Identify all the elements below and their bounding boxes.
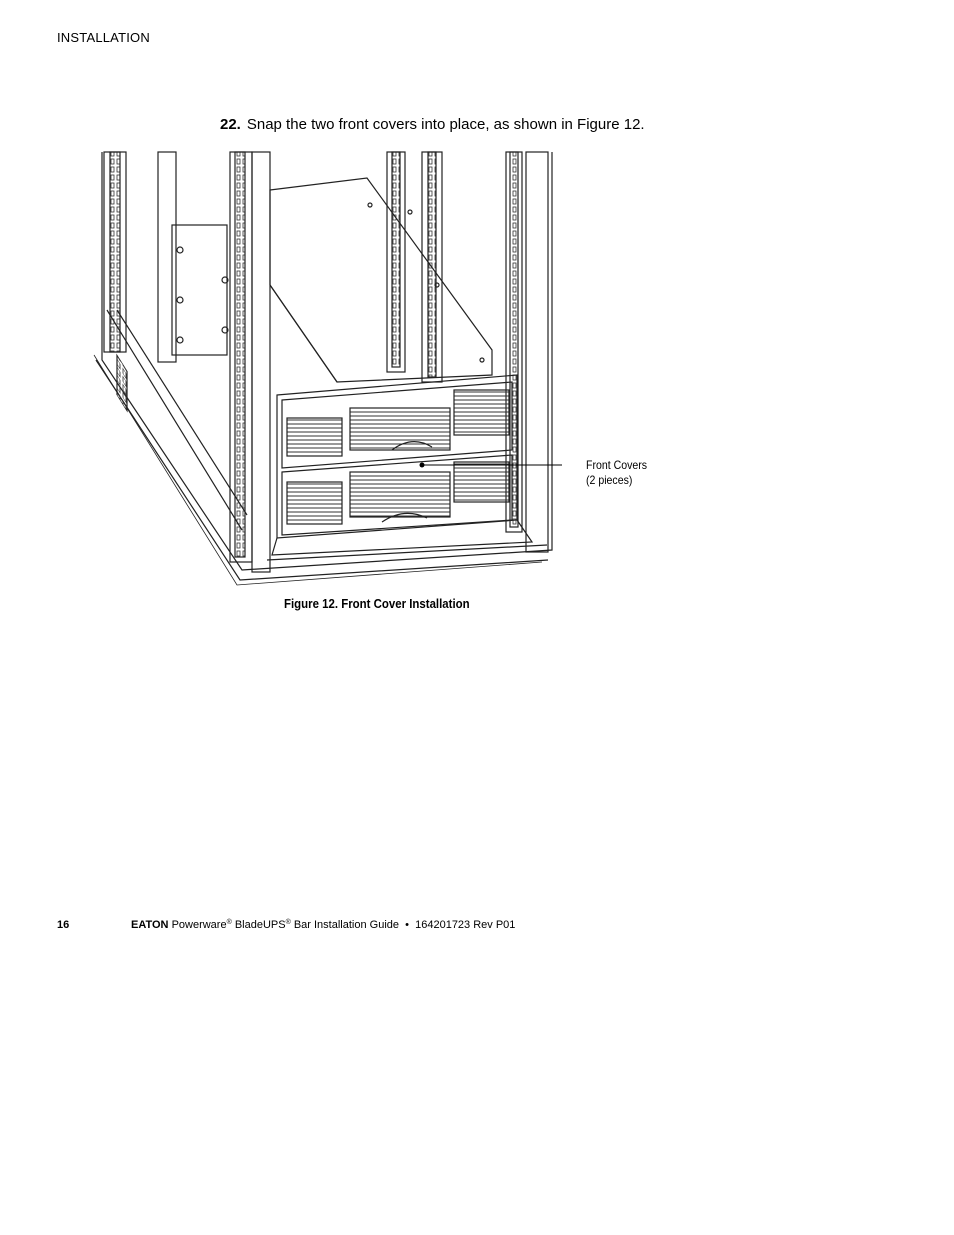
product-powerware: Powerware [171, 919, 227, 931]
callout-line-1: Front Covers [586, 458, 648, 472]
front-cover-figure [92, 150, 562, 586]
registered-mark-2: ® [285, 919, 291, 926]
document-number: 164201723 Rev P01 [415, 919, 516, 931]
callout-line-2: (2 pieces) [586, 473, 633, 487]
brand-name: EATON [131, 919, 169, 931]
page-number: 16 [57, 919, 70, 931]
figure-caption: Figure 12. Front Cover Installation [284, 596, 470, 611]
step-text: Snap the two front covers into place, as shown in Figure 12. [246, 116, 645, 133]
page-footer [57, 919, 515, 931]
guide-title: Bar Installation Guide [293, 919, 399, 931]
bullet-separator: • [405, 919, 409, 931]
registered-mark: ® [226, 919, 232, 926]
front-covers-callout [586, 458, 647, 488]
step-number: 22. [220, 116, 241, 133]
step-22 [220, 116, 645, 133]
section-header: INSTALLATION [57, 30, 150, 45]
product-bladeups: BladeUPS [234, 919, 286, 931]
